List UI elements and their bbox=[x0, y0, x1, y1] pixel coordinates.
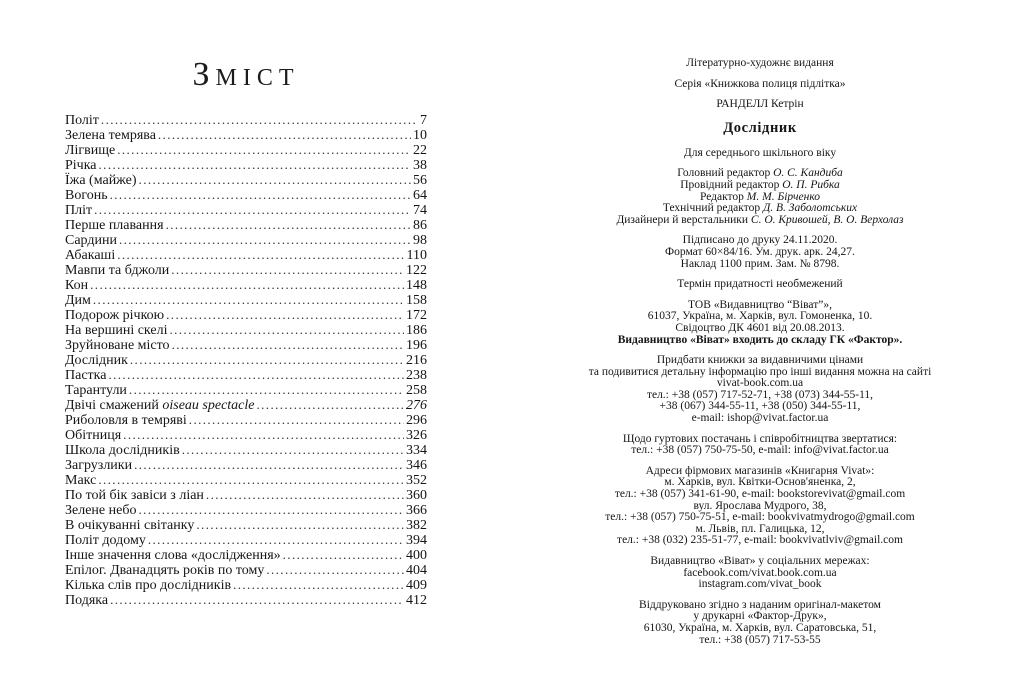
text-span: Придбати книжки за видавничими цінами bbox=[656, 354, 864, 367]
text-span: О. П. Рибка bbox=[782, 178, 840, 191]
toc-entry-page: 409 bbox=[406, 578, 427, 593]
toc-dot-leader bbox=[117, 247, 404, 263]
toc-dot-leader bbox=[166, 217, 411, 233]
toc-dot-leader bbox=[130, 352, 404, 368]
toc-entry-title: Зруйноване місто bbox=[65, 338, 170, 353]
toc-entry bbox=[65, 352, 427, 367]
toc-entry-title: Кон bbox=[65, 278, 89, 293]
toc-entry-page: 216 bbox=[406, 353, 427, 368]
text-span: вул. Ярослава Мудрого, 38, bbox=[693, 499, 827, 512]
text-span: Видавництво «Віват» входить до складу ГК «Фактор». bbox=[617, 333, 903, 346]
toc-entry-title: Школа дослідників bbox=[65, 443, 180, 458]
toc-entry-title: Мавпи та бджоли bbox=[65, 263, 170, 278]
toc-entry-title: Політ додому bbox=[65, 533, 146, 548]
toc-entry-page: 334 bbox=[406, 443, 427, 458]
toc-entry bbox=[65, 517, 427, 532]
text-span: у друкарні «Фактор-Друк», bbox=[693, 610, 827, 623]
toc-entry bbox=[65, 412, 427, 427]
toc-entry-title: Подяка bbox=[65, 593, 109, 608]
publisher bbox=[558, 300, 962, 346]
toc-entry-page: 172 bbox=[406, 308, 427, 323]
toc-entry bbox=[65, 487, 427, 502]
toc-entry-title: Макс bbox=[65, 473, 97, 488]
social-media-line bbox=[558, 579, 962, 591]
toc-entry bbox=[65, 592, 427, 607]
toc-entry-page: 64 bbox=[413, 188, 427, 203]
stores-line bbox=[558, 535, 962, 547]
text-span: 61030, Україна, м. Харків, вул. Саратовська, 51, bbox=[643, 621, 877, 634]
toc-entry bbox=[65, 322, 427, 337]
toc-entry-title: Сардини bbox=[65, 233, 117, 248]
text-span: Редактор bbox=[699, 190, 747, 203]
toc-entry-page: 394 bbox=[406, 533, 427, 548]
text-span: та подивитися детальну інформацію про інші видання можна на сайті bbox=[588, 365, 932, 378]
text-span: Провідний редактор bbox=[680, 178, 783, 191]
toc-entry-page: 400 bbox=[406, 548, 427, 563]
toc-entry-title: Тарантули bbox=[65, 383, 127, 398]
toc-dot-leader bbox=[101, 112, 418, 128]
toc-dot-leader bbox=[166, 307, 404, 323]
text-span: e-mail: ishop@vivat.factor.ua bbox=[691, 412, 829, 425]
text-span: тел.: +38 (057) 717-53-55 bbox=[699, 633, 821, 646]
text-span: О. С. Кандиба bbox=[773, 167, 843, 180]
toc-entry-page: 38 bbox=[413, 158, 427, 173]
toc-entry-page: 276 bbox=[406, 398, 427, 413]
toc-entry bbox=[65, 277, 427, 292]
toc-dot-leader bbox=[99, 157, 411, 173]
toc-dot-leader bbox=[257, 397, 405, 413]
text-span: instagram.com/vivat_book bbox=[698, 578, 822, 591]
toc-entry-page: 186 bbox=[406, 323, 427, 338]
toc-dot-leader bbox=[182, 442, 404, 458]
toc-entry-title: Інше значення слова «дослідження» bbox=[65, 548, 281, 563]
edition-type-line bbox=[558, 58, 962, 70]
text-span: м. Харків, вул. Квітки-Основ'яненка, 2, bbox=[664, 476, 856, 489]
toc-entry bbox=[65, 562, 427, 577]
toc-entry bbox=[65, 337, 427, 352]
text-span: тел.: +38 (057) 750-75-50, e-mail: info@vivat.factor.ua bbox=[631, 444, 889, 457]
colophon-page bbox=[558, 58, 962, 655]
toc-entry-page: 148 bbox=[406, 278, 427, 293]
toc-dot-leader bbox=[123, 427, 404, 443]
toc-entry-title: Загрузлики bbox=[65, 458, 133, 473]
toc-entry-title: В очікуванні світанку bbox=[65, 518, 195, 533]
text-span: Д. В. Заболотських bbox=[762, 202, 858, 215]
toc-dot-leader bbox=[90, 277, 404, 293]
shelf-life bbox=[558, 279, 962, 291]
toc-entry bbox=[65, 427, 427, 442]
toc-dot-leader bbox=[98, 472, 404, 488]
toc-dot-leader bbox=[266, 562, 404, 578]
toc-entry-page: 360 bbox=[406, 488, 427, 503]
author bbox=[558, 99, 962, 111]
toc-list bbox=[65, 112, 427, 607]
text-span: Для середнього шкільного віку bbox=[683, 146, 837, 159]
toc-entry-page: 56 bbox=[413, 173, 427, 188]
text-span: 61037, Україна, м. Харків, вул. Гомоненка, 10. bbox=[647, 310, 873, 323]
text-span: Дослідник bbox=[723, 119, 797, 136]
toc-entry bbox=[65, 292, 427, 307]
toc-dot-leader bbox=[93, 292, 404, 308]
printing-house bbox=[558, 600, 962, 646]
toc-entry-title: Пастка bbox=[65, 368, 107, 383]
toc-entry-title: Дим bbox=[65, 293, 91, 308]
toc-entry-page: 296 bbox=[406, 413, 427, 428]
text-span: Підписано до друку 24.11.2020. bbox=[682, 234, 838, 247]
toc-entry-page: 366 bbox=[406, 503, 427, 518]
toc-entry bbox=[65, 112, 427, 127]
text-span: тел.: +38 (057) 341-61-90, e-mail: bookstorevivat@gmail.com bbox=[614, 488, 906, 501]
toc-entry-title: Двічі смажений oiseau spectacle bbox=[65, 398, 255, 413]
shelf-life-line bbox=[558, 279, 962, 291]
toc-dot-leader bbox=[139, 172, 411, 188]
text-span: Серія «Книжкова полиця підлітка» bbox=[674, 77, 846, 90]
printing-house-line bbox=[558, 635, 962, 647]
toc-dot-leader bbox=[158, 127, 411, 143]
toc-entry-title: Лігвище bbox=[65, 143, 116, 158]
age-note bbox=[558, 148, 962, 160]
toc-dot-leader bbox=[117, 142, 411, 158]
series bbox=[558, 79, 962, 91]
toc-entry bbox=[65, 367, 427, 382]
toc-dot-leader bbox=[129, 382, 404, 398]
toc-entry bbox=[65, 382, 427, 397]
toc-entry-title: Пліт bbox=[65, 203, 93, 218]
toc-entry-title: Зелене небо bbox=[65, 503, 137, 518]
text-span: Видавництво «Віват» у соціальних мережах: bbox=[650, 555, 870, 567]
toc-entry bbox=[65, 577, 427, 592]
contents-page bbox=[65, 56, 427, 607]
print-details-line bbox=[558, 259, 962, 271]
toc-dot-leader bbox=[148, 532, 404, 548]
text-span: +38 (067) 344-55-11, +38 (050) 344-55-11, bbox=[659, 400, 861, 413]
text-span: тел.: +38 (032) 235-51-77, e-mail: bookvivatlviv@gmail.com bbox=[617, 534, 903, 547]
toc-entry bbox=[65, 472, 427, 487]
text-span: Головний редактор bbox=[677, 167, 774, 180]
toc-dot-leader bbox=[110, 187, 411, 203]
age-note-line bbox=[558, 148, 962, 160]
toc-entry bbox=[65, 307, 427, 322]
text-span: facebook.com/vivat.book.com.ua bbox=[683, 566, 837, 579]
toc-entry bbox=[65, 187, 427, 202]
text-span: РАНДЕЛЛ Кетрін bbox=[716, 98, 804, 111]
toc-entry-page: 196 bbox=[406, 338, 427, 353]
text-span: С. О. Кривошей, В. О. Верхолаз bbox=[750, 213, 904, 226]
toc-entry-title: Епілог. Дванадцять років по тому bbox=[65, 563, 265, 578]
series-line bbox=[558, 79, 962, 91]
toc-entry-page: 346 bbox=[406, 458, 427, 473]
toc-entry bbox=[65, 217, 427, 232]
contents-heading: Зміст bbox=[192, 56, 300, 93]
toc-entry-page: 158 bbox=[406, 293, 427, 308]
social-media bbox=[558, 556, 962, 591]
text-span: Технічний редактор bbox=[662, 202, 763, 215]
stores bbox=[558, 466, 962, 547]
text-span: Наклад 1100 прим. Зам. № 8798. bbox=[680, 257, 840, 270]
text-span: Щодо гуртових постачань і співробітництва звертатися: bbox=[622, 432, 898, 445]
toc-entry bbox=[65, 442, 427, 457]
toc-entry-title: На вершині скелі bbox=[65, 323, 168, 338]
toc-entry-title: Кілька слів про дослідників bbox=[65, 578, 232, 593]
text-span: Формат 60×84/16. Ум. друк. арк. 24,27. bbox=[665, 245, 855, 258]
publisher-line bbox=[558, 335, 962, 347]
text-span: vivat-book.com.ua bbox=[716, 377, 804, 390]
text-span: Літературно-художнє видання bbox=[686, 57, 834, 69]
purchase-info bbox=[558, 355, 962, 425]
toc-entry-page: 352 bbox=[406, 473, 427, 488]
toc-entry-page: 258 bbox=[406, 383, 427, 398]
text-span: Віддруковано згідно з наданим оригінал-макетом bbox=[639, 598, 881, 611]
toc-dot-leader bbox=[196, 517, 404, 533]
toc-entry-page: 110 bbox=[406, 248, 427, 263]
text-span: Свідоцтво ДК 4601 від 20.08.2013. bbox=[675, 321, 845, 334]
toc-dot-leader bbox=[283, 547, 404, 563]
toc-dot-leader bbox=[172, 337, 404, 353]
toc-entry-title: Обітниця bbox=[65, 428, 122, 443]
wholesale-contact bbox=[558, 434, 962, 457]
toc-dot-leader bbox=[233, 577, 404, 593]
toc-dot-leader bbox=[189, 412, 404, 428]
toc-entry-page: 412 bbox=[406, 593, 427, 608]
toc-dot-leader bbox=[119, 232, 411, 248]
toc-entry bbox=[65, 532, 427, 547]
toc-entry-title: Абакаші bbox=[65, 248, 116, 263]
text-span: м. Львів, пл. Галицька, 12, bbox=[695, 522, 825, 535]
toc-entry-title: Дослідник bbox=[65, 353, 128, 368]
book-title bbox=[558, 120, 962, 137]
toc-dot-leader bbox=[169, 322, 404, 338]
toc-entry bbox=[65, 262, 427, 277]
toc-entry-title: По той бік завіси з ліан bbox=[65, 488, 204, 503]
toc-entry bbox=[65, 157, 427, 172]
toc-entry-page: 98 bbox=[413, 233, 427, 248]
toc-entry-title: Подорож річкою bbox=[65, 308, 165, 323]
toc-entry-page: 382 bbox=[406, 518, 427, 533]
text-span: тел.: +38 (057) 750-75-51, e-mail: bookvivatmydrogo@gmail.com bbox=[605, 511, 915, 524]
text-span: ТОВ «Видавництво “Віват”», bbox=[688, 298, 832, 311]
editors-line bbox=[558, 215, 962, 227]
toc-entry-title: Риболовля в темряві bbox=[65, 413, 187, 428]
toc-entry-page: 404 bbox=[406, 563, 427, 578]
toc-dot-leader bbox=[108, 367, 404, 383]
toc-entry-title: Вогонь bbox=[65, 188, 108, 203]
text-span: М. М. Бірченко bbox=[746, 190, 821, 203]
text-span: Термін придатності необмежений bbox=[677, 278, 843, 291]
toc-entry-page: 74 bbox=[413, 203, 427, 218]
toc-entry-page: 7 bbox=[420, 113, 427, 128]
toc-entry-title: Перше плавання bbox=[65, 218, 164, 233]
toc-entry-page: 10 bbox=[413, 128, 427, 143]
toc-entry bbox=[65, 127, 427, 142]
toc-entry-title: Політ bbox=[65, 113, 99, 128]
text-span: Дизайнери й верстальники bbox=[616, 213, 751, 226]
text-span: тел.: +38 (057) 717-52-71, +38 (073) 344-55-11, bbox=[646, 388, 874, 401]
toc-dot-leader bbox=[94, 202, 411, 218]
toc-entry bbox=[65, 397, 427, 412]
toc-entry bbox=[65, 247, 427, 262]
toc-dot-leader bbox=[138, 502, 404, 518]
toc-entry-title: Зелена темрява bbox=[65, 128, 156, 143]
book-title-line bbox=[558, 120, 962, 137]
toc-entry bbox=[65, 202, 427, 217]
toc-entry bbox=[65, 142, 427, 157]
purchase-info-line bbox=[558, 413, 962, 425]
toc-dot-leader bbox=[171, 262, 404, 278]
toc-entry-page: 122 bbox=[406, 263, 427, 278]
author-line bbox=[558, 99, 962, 111]
colophon-blocks bbox=[558, 58, 962, 646]
toc-dot-leader bbox=[206, 487, 404, 503]
toc-entry bbox=[65, 172, 427, 187]
toc-entry-page: 238 bbox=[406, 368, 427, 383]
toc-dot-leader bbox=[110, 592, 404, 608]
wholesale-contact-line bbox=[558, 445, 962, 457]
toc-entry bbox=[65, 232, 427, 247]
text-span: Адреси фірмових магазинів «Книгарня Vivat»: bbox=[645, 464, 875, 477]
print-details bbox=[558, 235, 962, 270]
toc-entry-page: 22 bbox=[413, 143, 427, 158]
toc-entry bbox=[65, 457, 427, 472]
toc-entry bbox=[65, 502, 427, 517]
toc-entry-title: Річка bbox=[65, 158, 97, 173]
toc-dot-leader bbox=[134, 457, 404, 473]
toc-entry-page: 326 bbox=[406, 428, 427, 443]
toc-entry-page: 86 bbox=[413, 218, 427, 233]
editors bbox=[558, 168, 962, 226]
toc-entry-title: Їжа (майже) bbox=[65, 173, 137, 188]
toc-entry bbox=[65, 547, 427, 562]
edition-type bbox=[558, 58, 962, 70]
